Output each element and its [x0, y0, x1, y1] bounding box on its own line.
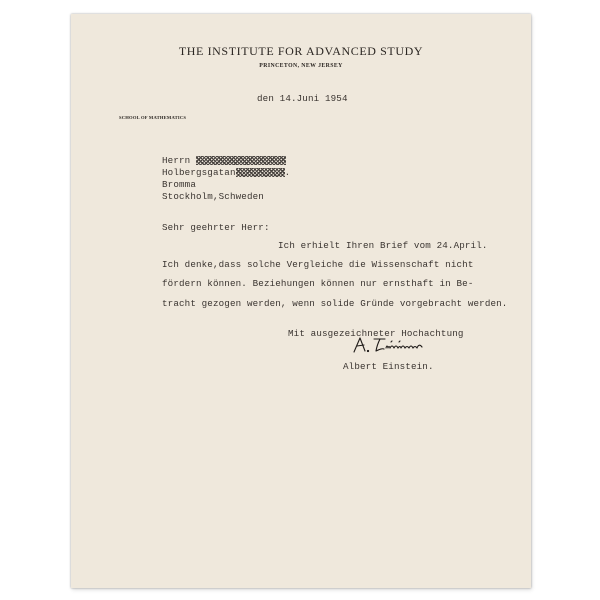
address-salutation-word: Herrn [162, 155, 191, 166]
letterhead-institution: THE INSTITUTE FOR ADVANCED STUDY [178, 44, 424, 58]
address-street: Holbergsgatan [162, 167, 236, 178]
body-line-4: tracht gezogen werden, wenn solide Gründe vorgebracht werden. [162, 298, 508, 309]
salutation: Sehr geehrter Herr: [162, 222, 270, 233]
typed-signature-name: Albert Einstein. [343, 361, 434, 372]
letter-page [71, 14, 531, 588]
body-line-3: fördern können. Beziehungen können nur ernsthaft in Be- [162, 278, 474, 289]
body-line-2: Ich denke,dass solche Vergleiche die Wissenschaft nicht [162, 259, 474, 270]
letterhead-location: PRINCETON, NEW JERSEY [259, 63, 343, 69]
letterhead-department: SCHOOL OF MATHEMATICS [119, 115, 187, 120]
address-street-suffix: . [284, 167, 291, 178]
closing: Mit ausgezeichneter Hochachtung [288, 328, 464, 339]
address-line-2 [162, 167, 290, 178]
letter-date: den 14.Juni 1954 [257, 93, 348, 104]
redacted-name [196, 156, 286, 165]
address-line-1 [162, 155, 286, 166]
address-line-3: Bromma [162, 179, 196, 190]
address-line-4: Stockholm,Schweden [162, 191, 264, 202]
body-line-1: Ich erhielt Ihren Brief vom 24.April. [278, 240, 488, 251]
handwritten-signature [351, 333, 431, 355]
redacted-street-number [236, 168, 285, 177]
